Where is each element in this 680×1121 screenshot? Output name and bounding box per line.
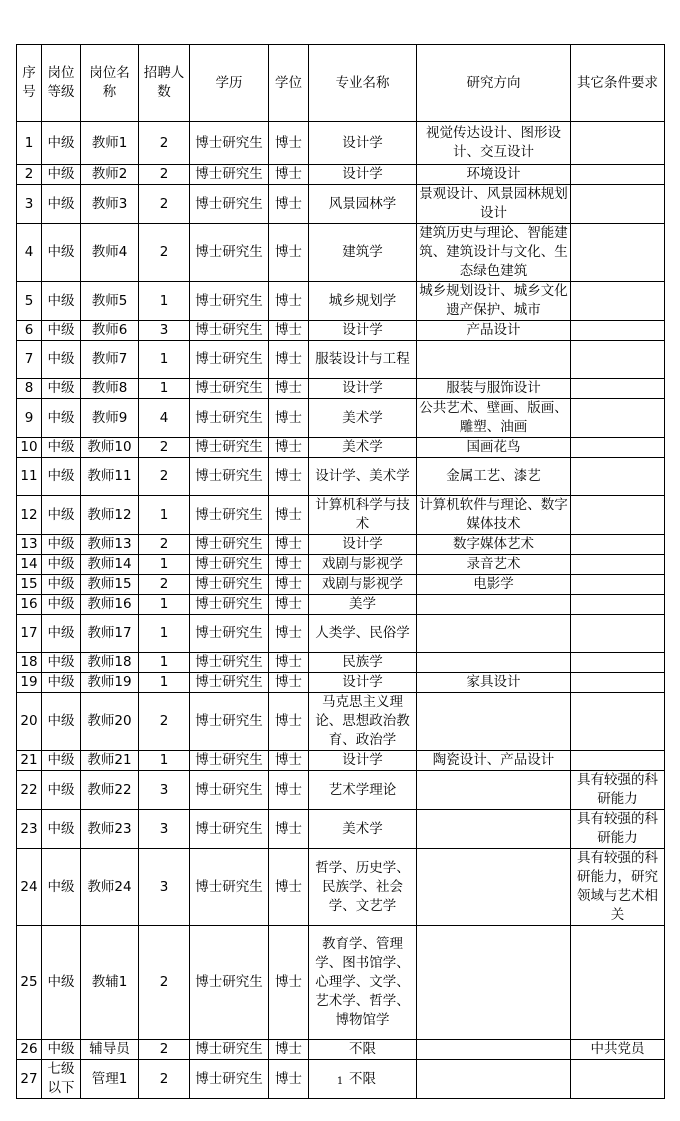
cell-education: 博士研究生 bbox=[190, 673, 269, 693]
cell-education: 博士研究生 bbox=[190, 926, 269, 1040]
cell-count: 2 bbox=[139, 535, 190, 555]
cell-count: 1 bbox=[139, 595, 190, 615]
cell-education: 博士研究生 bbox=[190, 321, 269, 341]
cell-major: 美术学 bbox=[309, 810, 417, 849]
cell-major: 设计学 bbox=[309, 321, 417, 341]
cell-direction bbox=[417, 1040, 571, 1060]
header-no: 序号 bbox=[17, 45, 42, 122]
table-row bbox=[17, 595, 665, 615]
header-major: 专业名称 bbox=[309, 45, 417, 122]
cell-no: 18 bbox=[17, 653, 42, 673]
cell-no: 2 bbox=[17, 165, 42, 185]
cell-count: 2 bbox=[139, 458, 190, 496]
cell-grade: 中级 bbox=[42, 673, 81, 693]
cell-other bbox=[571, 438, 665, 458]
cell-degree: 博士 bbox=[269, 693, 309, 751]
cell-education: 博士研究生 bbox=[190, 496, 269, 535]
cell-education: 博士研究生 bbox=[190, 771, 269, 810]
cell-grade: 中级 bbox=[42, 595, 81, 615]
cell-education: 博士研究生 bbox=[190, 341, 269, 379]
cell-direction bbox=[417, 653, 571, 673]
cell-education: 博士研究生 bbox=[190, 458, 269, 496]
cell-education: 博士研究生 bbox=[190, 751, 269, 771]
cell-no: 25 bbox=[17, 926, 42, 1040]
table-row bbox=[17, 673, 665, 693]
cell-other bbox=[571, 926, 665, 1040]
cell-degree: 博士 bbox=[269, 165, 309, 185]
cell-no: 17 bbox=[17, 615, 42, 653]
cell-degree: 博士 bbox=[269, 438, 309, 458]
cell-no: 9 bbox=[17, 399, 42, 438]
cell-other bbox=[571, 496, 665, 535]
cell-post: 教师4 bbox=[81, 224, 139, 282]
cell-no: 27 bbox=[17, 1060, 42, 1099]
cell-count: 2 bbox=[139, 1060, 190, 1099]
cell-count: 1 bbox=[139, 341, 190, 379]
cell-major: 设计学、美术学 bbox=[309, 458, 417, 496]
cell-no: 23 bbox=[17, 810, 42, 849]
table-row bbox=[17, 185, 665, 224]
cell-post: 教辅1 bbox=[81, 926, 139, 1040]
cell-direction: 服装与服饰设计 bbox=[417, 379, 571, 399]
cell-direction bbox=[417, 926, 571, 1040]
cell-degree: 博士 bbox=[269, 751, 309, 771]
cell-degree: 博士 bbox=[269, 399, 309, 438]
cell-count: 2 bbox=[139, 438, 190, 458]
cell-major: 美学 bbox=[309, 595, 417, 615]
cell-grade: 中级 bbox=[42, 771, 81, 810]
cell-degree: 博士 bbox=[269, 555, 309, 575]
cell-degree: 博士 bbox=[269, 849, 309, 926]
cell-post: 教师23 bbox=[81, 810, 139, 849]
cell-grade: 七级以下 bbox=[42, 1060, 81, 1099]
cell-major: 风景园林学 bbox=[309, 185, 417, 224]
cell-other bbox=[571, 653, 665, 673]
cell-post: 教师3 bbox=[81, 185, 139, 224]
cell-grade: 中级 bbox=[42, 282, 81, 321]
header-post: 岗位名称 bbox=[81, 45, 139, 122]
cell-count: 1 bbox=[139, 282, 190, 321]
table-row bbox=[17, 438, 665, 458]
table-row bbox=[17, 751, 665, 771]
cell-grade: 中级 bbox=[42, 224, 81, 282]
cell-major: 设计学 bbox=[309, 535, 417, 555]
cell-post: 教师11 bbox=[81, 458, 139, 496]
cell-direction bbox=[417, 810, 571, 849]
cell-grade: 中级 bbox=[42, 926, 81, 1040]
cell-direction: 国画花鸟 bbox=[417, 438, 571, 458]
cell-degree: 博士 bbox=[269, 282, 309, 321]
cell-education: 博士研究生 bbox=[190, 653, 269, 673]
cell-other bbox=[571, 575, 665, 595]
cell-direction: 陶瓷设计、产品设计 bbox=[417, 751, 571, 771]
cell-education: 博士研究生 bbox=[190, 282, 269, 321]
cell-count: 1 bbox=[139, 555, 190, 575]
cell-no: 14 bbox=[17, 555, 42, 575]
cell-post: 辅导员 bbox=[81, 1040, 139, 1060]
cell-other bbox=[571, 379, 665, 399]
cell-no: 12 bbox=[17, 496, 42, 535]
recruitment-table-container bbox=[16, 44, 665, 1099]
cell-major: 戏剧与影视学 bbox=[309, 555, 417, 575]
cell-other bbox=[571, 693, 665, 751]
cell-grade: 中级 bbox=[42, 810, 81, 849]
cell-post: 教师21 bbox=[81, 751, 139, 771]
header-grade: 岗位等级 bbox=[42, 45, 81, 122]
cell-grade: 中级 bbox=[42, 751, 81, 771]
cell-direction: 视觉传达设计、图形设计、交互设计 bbox=[417, 122, 571, 165]
cell-major: 不限 bbox=[309, 1060, 417, 1099]
cell-major: 美术学 bbox=[309, 438, 417, 458]
cell-no: 16 bbox=[17, 595, 42, 615]
cell-post: 教师12 bbox=[81, 496, 139, 535]
cell-direction: 数字媒体艺术 bbox=[417, 535, 571, 555]
cell-other bbox=[571, 751, 665, 771]
cell-education: 博士研究生 bbox=[190, 1060, 269, 1099]
cell-education: 博士研究生 bbox=[190, 399, 269, 438]
table-row bbox=[17, 615, 665, 653]
table-row bbox=[17, 1040, 665, 1060]
cell-major: 马克思主义理论、思想政治教育、政治学 bbox=[309, 693, 417, 751]
cell-count: 1 bbox=[139, 496, 190, 535]
cell-direction bbox=[417, 849, 571, 926]
table-row bbox=[17, 282, 665, 321]
cell-major: 设计学 bbox=[309, 673, 417, 693]
cell-grade: 中级 bbox=[42, 1040, 81, 1060]
cell-count: 1 bbox=[139, 379, 190, 399]
cell-direction: 公共艺术、壁画、版画、雕塑、油画 bbox=[417, 399, 571, 438]
cell-post: 教师22 bbox=[81, 771, 139, 810]
cell-post: 教师9 bbox=[81, 399, 139, 438]
cell-education: 博士研究生 bbox=[190, 595, 269, 615]
cell-no: 5 bbox=[17, 282, 42, 321]
table-row bbox=[17, 849, 665, 926]
table-header-row bbox=[17, 45, 665, 122]
cell-post: 教师14 bbox=[81, 555, 139, 575]
cell-grade: 中级 bbox=[42, 555, 81, 575]
table-row bbox=[17, 379, 665, 399]
cell-education: 博士研究生 bbox=[190, 122, 269, 165]
cell-degree: 博士 bbox=[269, 653, 309, 673]
recruitment-table bbox=[16, 44, 665, 1099]
cell-degree: 博士 bbox=[269, 595, 309, 615]
cell-other bbox=[571, 321, 665, 341]
cell-other bbox=[571, 555, 665, 575]
cell-other bbox=[571, 399, 665, 438]
cell-no: 26 bbox=[17, 1040, 42, 1060]
cell-grade: 中级 bbox=[42, 693, 81, 751]
cell-education: 博士研究生 bbox=[190, 438, 269, 458]
table-row bbox=[17, 926, 665, 1040]
cell-major: 教育学、管理学、图书馆学、心理学、文学、艺术学、哲学、博物馆学 bbox=[309, 926, 417, 1040]
cell-degree: 博士 bbox=[269, 458, 309, 496]
cell-education: 博士研究生 bbox=[190, 810, 269, 849]
cell-post: 教师18 bbox=[81, 653, 139, 673]
cell-other bbox=[571, 282, 665, 321]
cell-post: 教师10 bbox=[81, 438, 139, 458]
cell-other bbox=[571, 673, 665, 693]
cell-major: 设计学 bbox=[309, 751, 417, 771]
cell-grade: 中级 bbox=[42, 185, 81, 224]
cell-grade: 中级 bbox=[42, 575, 81, 595]
cell-education: 博士研究生 bbox=[190, 1040, 269, 1060]
table-body bbox=[17, 122, 665, 1099]
cell-no: 7 bbox=[17, 341, 42, 379]
cell-degree: 博士 bbox=[269, 926, 309, 1040]
cell-direction: 电影学 bbox=[417, 575, 571, 595]
cell-count: 1 bbox=[139, 673, 190, 693]
cell-post: 管理1 bbox=[81, 1060, 139, 1099]
cell-grade: 中级 bbox=[42, 379, 81, 399]
cell-no: 4 bbox=[17, 224, 42, 282]
cell-degree: 博士 bbox=[269, 771, 309, 810]
cell-post: 教师13 bbox=[81, 535, 139, 555]
cell-other bbox=[571, 458, 665, 496]
cell-grade: 中级 bbox=[42, 615, 81, 653]
cell-major: 哲学、历史学、民族学、社会学、文艺学 bbox=[309, 849, 417, 926]
cell-no: 8 bbox=[17, 379, 42, 399]
cell-count: 2 bbox=[139, 185, 190, 224]
cell-direction: 计算机软件与理论、数字媒体技术 bbox=[417, 496, 571, 535]
cell-other: 具有较强的科研能力 bbox=[571, 810, 665, 849]
cell-other bbox=[571, 595, 665, 615]
table-row bbox=[17, 341, 665, 379]
cell-grade: 中级 bbox=[42, 458, 81, 496]
header-count: 招聘人数 bbox=[139, 45, 190, 122]
cell-grade: 中级 bbox=[42, 122, 81, 165]
header-degree: 学位 bbox=[269, 45, 309, 122]
table-row bbox=[17, 653, 665, 673]
cell-count: 2 bbox=[139, 224, 190, 282]
cell-post: 教师17 bbox=[81, 615, 139, 653]
cell-degree: 博士 bbox=[269, 673, 309, 693]
cell-education: 博士研究生 bbox=[190, 535, 269, 555]
cell-major: 城乡规划学 bbox=[309, 282, 417, 321]
cell-other bbox=[571, 341, 665, 379]
cell-count: 1 bbox=[139, 653, 190, 673]
cell-education: 博士研究生 bbox=[190, 224, 269, 282]
table-row bbox=[17, 693, 665, 751]
cell-count: 4 bbox=[139, 399, 190, 438]
cell-education: 博士研究生 bbox=[190, 849, 269, 926]
table-row bbox=[17, 122, 665, 165]
cell-major: 不限 bbox=[309, 1040, 417, 1060]
cell-count: 2 bbox=[139, 1040, 190, 1060]
cell-degree: 博士 bbox=[269, 1040, 309, 1060]
cell-major: 设计学 bbox=[309, 122, 417, 165]
cell-other bbox=[571, 615, 665, 653]
cell-education: 博士研究生 bbox=[190, 185, 269, 224]
cell-direction: 家具设计 bbox=[417, 673, 571, 693]
header-education: 学历 bbox=[190, 45, 269, 122]
cell-degree: 博士 bbox=[269, 575, 309, 595]
cell-major: 设计学 bbox=[309, 379, 417, 399]
cell-no: 19 bbox=[17, 673, 42, 693]
cell-count: 2 bbox=[139, 165, 190, 185]
cell-education: 博士研究生 bbox=[190, 165, 269, 185]
cell-no: 21 bbox=[17, 751, 42, 771]
cell-major: 戏剧与影视学 bbox=[309, 575, 417, 595]
cell-degree: 博士 bbox=[269, 535, 309, 555]
cell-no: 1 bbox=[17, 122, 42, 165]
cell-other: 中共党员 bbox=[571, 1040, 665, 1060]
cell-post: 教师2 bbox=[81, 165, 139, 185]
cell-direction: 产品设计 bbox=[417, 321, 571, 341]
cell-grade: 中级 bbox=[42, 341, 81, 379]
cell-post: 教师6 bbox=[81, 321, 139, 341]
cell-major: 民族学 bbox=[309, 653, 417, 673]
cell-major: 计算机科学与技术 bbox=[309, 496, 417, 535]
cell-count: 3 bbox=[139, 771, 190, 810]
cell-other: 具有较强的科研能力，研究领域与艺术相关 bbox=[571, 849, 665, 926]
cell-count: 2 bbox=[139, 926, 190, 1040]
table-row bbox=[17, 321, 665, 341]
cell-education: 博士研究生 bbox=[190, 575, 269, 595]
cell-direction bbox=[417, 693, 571, 751]
cell-no: 3 bbox=[17, 185, 42, 224]
cell-major: 人类学、民俗学 bbox=[309, 615, 417, 653]
table-row bbox=[17, 555, 665, 575]
cell-degree: 博士 bbox=[269, 810, 309, 849]
cell-post: 教师20 bbox=[81, 693, 139, 751]
cell-major: 美术学 bbox=[309, 399, 417, 438]
cell-post: 教师1 bbox=[81, 122, 139, 165]
cell-degree: 博士 bbox=[269, 224, 309, 282]
cell-direction bbox=[417, 771, 571, 810]
cell-post: 教师24 bbox=[81, 849, 139, 926]
cell-degree: 博士 bbox=[269, 185, 309, 224]
cell-count: 3 bbox=[139, 849, 190, 926]
header-other: 其它条件要求 bbox=[571, 45, 665, 122]
cell-degree: 博士 bbox=[269, 379, 309, 399]
cell-grade: 中级 bbox=[42, 496, 81, 535]
cell-direction bbox=[417, 615, 571, 653]
cell-count: 2 bbox=[139, 575, 190, 595]
cell-post: 教师15 bbox=[81, 575, 139, 595]
cell-count: 3 bbox=[139, 321, 190, 341]
table-row bbox=[17, 810, 665, 849]
cell-no: 15 bbox=[17, 575, 42, 595]
cell-degree: 博士 bbox=[269, 341, 309, 379]
cell-count: 1 bbox=[139, 615, 190, 653]
cell-count: 2 bbox=[139, 693, 190, 751]
cell-grade: 中级 bbox=[42, 535, 81, 555]
cell-direction: 景观设计、风景园林规划设计 bbox=[417, 185, 571, 224]
cell-post: 教师16 bbox=[81, 595, 139, 615]
table-row bbox=[17, 224, 665, 282]
cell-major: 设计学 bbox=[309, 165, 417, 185]
cell-post: 教师19 bbox=[81, 673, 139, 693]
cell-education: 博士研究生 bbox=[190, 615, 269, 653]
cell-other bbox=[571, 122, 665, 165]
cell-post: 教师5 bbox=[81, 282, 139, 321]
cell-no: 20 bbox=[17, 693, 42, 751]
cell-major: 建筑学 bbox=[309, 224, 417, 282]
cell-direction: 录音艺术 bbox=[417, 555, 571, 575]
cell-direction: 金属工艺、漆艺 bbox=[417, 458, 571, 496]
page-number: 1 bbox=[336, 1076, 344, 1087]
cell-education: 博士研究生 bbox=[190, 379, 269, 399]
cell-degree: 博士 bbox=[269, 321, 309, 341]
table-row bbox=[17, 771, 665, 810]
cell-no: 13 bbox=[17, 535, 42, 555]
cell-other bbox=[571, 165, 665, 185]
cell-grade: 中级 bbox=[42, 399, 81, 438]
cell-other bbox=[571, 185, 665, 224]
cell-post: 教师8 bbox=[81, 379, 139, 399]
cell-grade: 中级 bbox=[42, 321, 81, 341]
cell-grade: 中级 bbox=[42, 849, 81, 926]
cell-major: 艺术学理论 bbox=[309, 771, 417, 810]
header-direction: 研究方向 bbox=[417, 45, 571, 122]
cell-direction: 城乡规划设计、城乡文化遗产保护、城市 bbox=[417, 282, 571, 321]
cell-grade: 中级 bbox=[42, 438, 81, 458]
table-row bbox=[17, 165, 665, 185]
cell-other: 具有较强的科研能力 bbox=[571, 771, 665, 810]
cell-education: 博士研究生 bbox=[190, 693, 269, 751]
cell-other bbox=[571, 535, 665, 555]
cell-count: 2 bbox=[139, 122, 190, 165]
cell-no: 22 bbox=[17, 771, 42, 810]
cell-direction bbox=[417, 595, 571, 615]
table-row bbox=[17, 496, 665, 535]
cell-grade: 中级 bbox=[42, 653, 81, 673]
cell-no: 11 bbox=[17, 458, 42, 496]
table-row bbox=[17, 458, 665, 496]
cell-degree: 博士 bbox=[269, 1060, 309, 1099]
table-row bbox=[17, 575, 665, 595]
cell-degree: 博士 bbox=[269, 615, 309, 653]
cell-other bbox=[571, 224, 665, 282]
cell-post: 教师7 bbox=[81, 341, 139, 379]
cell-count: 3 bbox=[139, 810, 190, 849]
cell-degree: 博士 bbox=[269, 122, 309, 165]
cell-no: 6 bbox=[17, 321, 42, 341]
cell-direction: 建筑历史与理论、智能建筑、建筑设计与文化、生态绿色建筑 bbox=[417, 224, 571, 282]
cell-no: 24 bbox=[17, 849, 42, 926]
cell-degree: 博士 bbox=[269, 496, 309, 535]
cell-grade: 中级 bbox=[42, 165, 81, 185]
cell-major: 服装设计与工程 bbox=[309, 341, 417, 379]
cell-no: 10 bbox=[17, 438, 42, 458]
cell-direction bbox=[417, 341, 571, 379]
cell-count: 1 bbox=[139, 751, 190, 771]
table-row bbox=[17, 535, 665, 555]
table-row bbox=[17, 399, 665, 438]
cell-education: 博士研究生 bbox=[190, 555, 269, 575]
cell-direction: 环境设计 bbox=[417, 165, 571, 185]
